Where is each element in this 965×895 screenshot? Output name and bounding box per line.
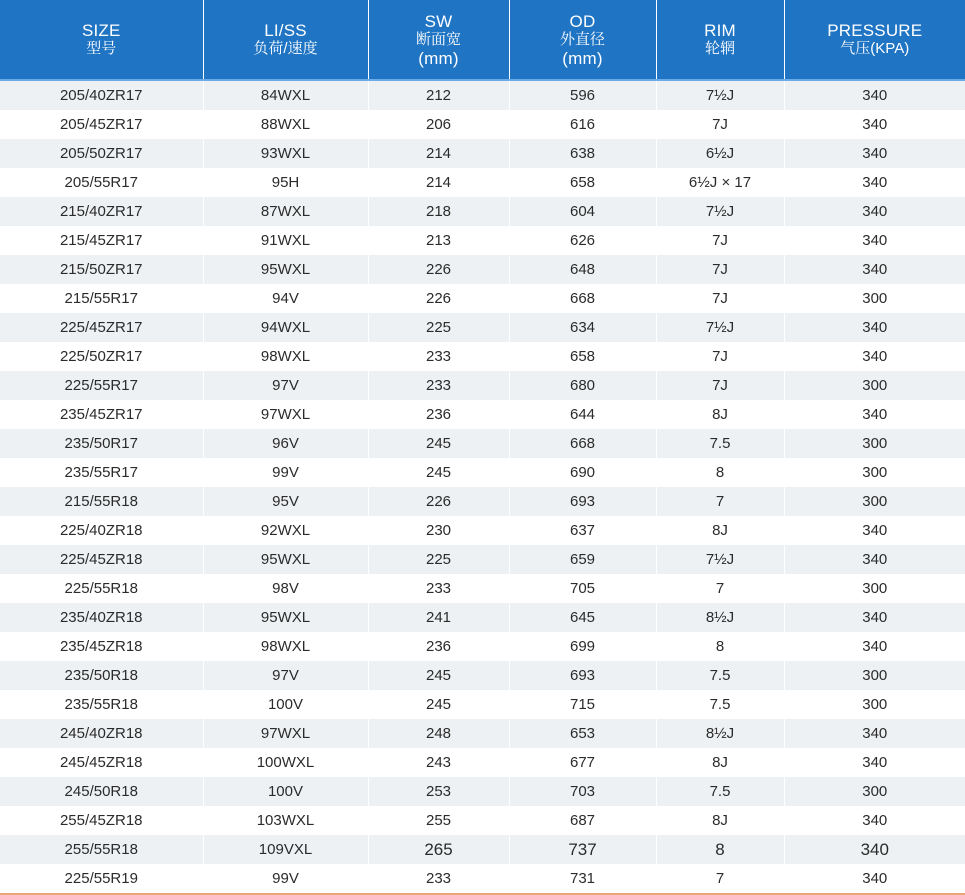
section-width-cell: 233 xyxy=(368,371,509,400)
load-speed-cell: 100V xyxy=(203,777,368,806)
table-row xyxy=(0,835,965,864)
table-row xyxy=(0,516,965,545)
rim-cell: 7J xyxy=(656,255,784,284)
size-cell: 225/40ZR18 xyxy=(0,516,203,545)
size-cell: 205/40ZR17 xyxy=(0,80,203,110)
outer-diameter-cell: 658 xyxy=(509,168,656,197)
load-speed-cell: 95WXL xyxy=(203,255,368,284)
rim-cell: 8J xyxy=(656,516,784,545)
table-row xyxy=(0,719,965,748)
size-cell: 235/50R18 xyxy=(0,661,203,690)
outer-diameter-cell: 668 xyxy=(509,284,656,313)
size-cell: 235/40ZR18 xyxy=(0,603,203,632)
pressure-cell: 300 xyxy=(784,690,965,719)
pressure-cell: 340 xyxy=(784,835,965,864)
pressure-cell: 340 xyxy=(784,80,965,110)
load-speed-cell: 99V xyxy=(203,864,368,894)
column-header-label-cn: 负荷/速度 xyxy=(204,40,368,58)
size-cell: 215/50ZR17 xyxy=(0,255,203,284)
section-width-cell: 233 xyxy=(368,574,509,603)
column-header-pressure xyxy=(784,0,965,80)
section-width-cell: 212 xyxy=(368,80,509,110)
load-speed-cell: 87WXL xyxy=(203,197,368,226)
section-width-cell: 265 xyxy=(368,835,509,864)
size-cell: 255/55R18 xyxy=(0,835,203,864)
load-speed-cell: 97V xyxy=(203,661,368,690)
outer-diameter-cell: 653 xyxy=(509,719,656,748)
section-width-cell: 206 xyxy=(368,110,509,139)
size-cell: 215/55R17 xyxy=(0,284,203,313)
table-row xyxy=(0,690,965,719)
outer-diameter-cell: 659 xyxy=(509,545,656,574)
outer-diameter-cell: 596 xyxy=(509,80,656,110)
rim-cell: 6½J xyxy=(656,139,784,168)
table-row xyxy=(0,168,965,197)
rim-cell: 8½J xyxy=(656,603,784,632)
size-cell: 215/45ZR17 xyxy=(0,226,203,255)
load-speed-cell: 91WXL xyxy=(203,226,368,255)
table-row xyxy=(0,139,965,168)
pressure-cell: 340 xyxy=(784,516,965,545)
rim-cell: 7½J xyxy=(656,545,784,574)
rim-cell: 7 xyxy=(656,574,784,603)
section-width-cell: 245 xyxy=(368,661,509,690)
load-speed-cell: 95H xyxy=(203,168,368,197)
pressure-cell: 300 xyxy=(784,661,965,690)
outer-diameter-cell: 693 xyxy=(509,661,656,690)
pressure-cell: 340 xyxy=(784,110,965,139)
column-header-rim xyxy=(656,0,784,80)
size-cell: 205/55R17 xyxy=(0,168,203,197)
table-row xyxy=(0,777,965,806)
rim-cell: 8 xyxy=(656,458,784,487)
size-cell: 215/40ZR17 xyxy=(0,197,203,226)
table-row xyxy=(0,458,965,487)
rim-cell: 8J xyxy=(656,748,784,777)
column-header-label-cn: 气压(KPA) xyxy=(785,40,965,58)
section-width-cell: 214 xyxy=(368,139,509,168)
section-width-cell: 236 xyxy=(368,400,509,429)
size-cell: 225/45ZR18 xyxy=(0,545,203,574)
load-speed-cell: 97V xyxy=(203,371,368,400)
section-width-cell: 245 xyxy=(368,429,509,458)
outer-diameter-cell: 644 xyxy=(509,400,656,429)
size-cell: 245/45ZR18 xyxy=(0,748,203,777)
rim-cell: 7.5 xyxy=(656,777,784,806)
pressure-cell: 300 xyxy=(784,487,965,516)
outer-diameter-cell: 680 xyxy=(509,371,656,400)
table-row xyxy=(0,806,965,835)
pressure-cell: 300 xyxy=(784,458,965,487)
column-header-section-width xyxy=(368,0,509,80)
table-row xyxy=(0,400,965,429)
pressure-cell: 340 xyxy=(784,748,965,777)
outer-diameter-cell: 677 xyxy=(509,748,656,777)
outer-diameter-cell: 703 xyxy=(509,777,656,806)
load-speed-cell: 109VXL xyxy=(203,835,368,864)
size-cell: 215/55R18 xyxy=(0,487,203,516)
rim-cell: 7½J xyxy=(656,313,784,342)
column-header-outer-diameter xyxy=(509,0,656,80)
rim-cell: 7½J xyxy=(656,80,784,110)
outer-diameter-cell: 634 xyxy=(509,313,656,342)
outer-diameter-cell: 645 xyxy=(509,603,656,632)
size-cell: 225/55R19 xyxy=(0,864,203,894)
outer-diameter-cell: 637 xyxy=(509,516,656,545)
section-width-cell: 218 xyxy=(368,197,509,226)
table-row xyxy=(0,748,965,777)
size-cell: 205/50ZR17 xyxy=(0,139,203,168)
size-cell: 235/50R17 xyxy=(0,429,203,458)
outer-diameter-cell: 731 xyxy=(509,864,656,894)
section-width-cell: 245 xyxy=(368,690,509,719)
rim-cell: 6½J × 17 xyxy=(656,168,784,197)
load-speed-cell: 98WXL xyxy=(203,342,368,371)
outer-diameter-cell: 668 xyxy=(509,429,656,458)
pressure-cell: 340 xyxy=(784,226,965,255)
pressure-cell: 300 xyxy=(784,284,965,313)
table-row xyxy=(0,661,965,690)
table-header xyxy=(0,0,965,80)
section-width-cell: 243 xyxy=(368,748,509,777)
section-width-cell: 225 xyxy=(368,313,509,342)
load-speed-cell: 99V xyxy=(203,458,368,487)
column-header-label: PRESSURE xyxy=(785,21,965,40)
table-row xyxy=(0,110,965,139)
load-speed-cell: 100V xyxy=(203,690,368,719)
pressure-cell: 300 xyxy=(784,371,965,400)
pressure-cell: 340 xyxy=(784,603,965,632)
size-cell: 225/45ZR17 xyxy=(0,313,203,342)
section-width-cell: 245 xyxy=(368,458,509,487)
column-header-unit: (mm) xyxy=(369,49,509,68)
column-header-label-cn: 型号 xyxy=(0,40,203,58)
rim-cell: 7J xyxy=(656,371,784,400)
size-cell: 245/40ZR18 xyxy=(0,719,203,748)
size-cell: 235/45ZR17 xyxy=(0,400,203,429)
section-width-cell: 253 xyxy=(368,777,509,806)
table-row xyxy=(0,864,965,894)
size-cell: 225/55R18 xyxy=(0,574,203,603)
section-width-cell: 226 xyxy=(368,255,509,284)
size-cell: 245/50R18 xyxy=(0,777,203,806)
section-width-cell: 233 xyxy=(368,864,509,894)
table-row xyxy=(0,574,965,603)
column-header-load-speed xyxy=(203,0,368,80)
section-width-cell: 233 xyxy=(368,342,509,371)
rim-cell: 7 xyxy=(656,487,784,516)
table-row xyxy=(0,487,965,516)
header-row xyxy=(0,0,965,80)
table-row xyxy=(0,313,965,342)
size-cell: 235/55R17 xyxy=(0,458,203,487)
column-header-label-cn: 断面宽 xyxy=(369,31,509,49)
pressure-cell: 340 xyxy=(784,719,965,748)
table-row xyxy=(0,632,965,661)
load-speed-cell: 97WXL xyxy=(203,400,368,429)
rim-cell: 8J xyxy=(656,806,784,835)
table-row xyxy=(0,342,965,371)
outer-diameter-cell: 699 xyxy=(509,632,656,661)
pressure-cell: 340 xyxy=(784,806,965,835)
table-row xyxy=(0,284,965,313)
rim-cell: 7.5 xyxy=(656,661,784,690)
size-cell: 235/55R18 xyxy=(0,690,203,719)
pressure-cell: 340 xyxy=(784,197,965,226)
outer-diameter-cell: 693 xyxy=(509,487,656,516)
table-row xyxy=(0,226,965,255)
load-speed-cell: 95WXL xyxy=(203,545,368,574)
pressure-cell: 340 xyxy=(784,313,965,342)
section-width-cell: 226 xyxy=(368,487,509,516)
section-width-cell: 248 xyxy=(368,719,509,748)
section-width-cell: 241 xyxy=(368,603,509,632)
pressure-cell: 340 xyxy=(784,400,965,429)
table-row xyxy=(0,429,965,458)
size-cell: 225/50ZR17 xyxy=(0,342,203,371)
section-width-cell: 225 xyxy=(368,545,509,574)
pressure-cell: 340 xyxy=(784,168,965,197)
column-header-label: SIZE xyxy=(0,21,203,40)
pressure-cell: 340 xyxy=(784,545,965,574)
load-speed-cell: 103WXL xyxy=(203,806,368,835)
pressure-cell: 300 xyxy=(784,777,965,806)
rim-cell: 7.5 xyxy=(656,429,784,458)
load-speed-cell: 100WXL xyxy=(203,748,368,777)
rim-cell: 7J xyxy=(656,342,784,371)
column-header-size xyxy=(0,0,203,80)
rim-cell: 7J xyxy=(656,226,784,255)
table-row xyxy=(0,80,965,110)
section-width-cell: 236 xyxy=(368,632,509,661)
rim-cell: 8 xyxy=(656,632,784,661)
pressure-cell: 300 xyxy=(784,574,965,603)
section-width-cell: 226 xyxy=(368,284,509,313)
table-row xyxy=(0,197,965,226)
column-header-label: RIM xyxy=(657,21,784,40)
table-row xyxy=(0,603,965,632)
outer-diameter-cell: 658 xyxy=(509,342,656,371)
outer-diameter-cell: 690 xyxy=(509,458,656,487)
outer-diameter-cell: 705 xyxy=(509,574,656,603)
outer-diameter-cell: 626 xyxy=(509,226,656,255)
load-speed-cell: 93WXL xyxy=(203,139,368,168)
table-row xyxy=(0,545,965,574)
pressure-cell: 340 xyxy=(784,864,965,894)
rim-cell: 8J xyxy=(656,400,784,429)
rim-cell: 7 xyxy=(656,864,784,894)
outer-diameter-cell: 737 xyxy=(509,835,656,864)
size-cell: 255/45ZR18 xyxy=(0,806,203,835)
load-speed-cell: 88WXL xyxy=(203,110,368,139)
load-speed-cell: 97WXL xyxy=(203,719,368,748)
rim-cell: 7J xyxy=(656,284,784,313)
outer-diameter-cell: 616 xyxy=(509,110,656,139)
column-header-label: OD xyxy=(510,12,656,31)
outer-diameter-cell: 638 xyxy=(509,139,656,168)
outer-diameter-cell: 604 xyxy=(509,197,656,226)
rim-cell: 7J xyxy=(656,110,784,139)
size-cell: 225/55R17 xyxy=(0,371,203,400)
pressure-cell: 340 xyxy=(784,632,965,661)
load-speed-cell: 84WXL xyxy=(203,80,368,110)
pressure-cell: 340 xyxy=(784,342,965,371)
table-row xyxy=(0,255,965,284)
load-speed-cell: 94V xyxy=(203,284,368,313)
section-width-cell: 214 xyxy=(368,168,509,197)
pressure-cell: 340 xyxy=(784,139,965,168)
rim-cell: 7.5 xyxy=(656,690,784,719)
section-width-cell: 213 xyxy=(368,226,509,255)
column-header-label: LI/SS xyxy=(204,21,368,40)
load-speed-cell: 92WXL xyxy=(203,516,368,545)
rim-cell: 8½J xyxy=(656,719,784,748)
load-speed-cell: 95V xyxy=(203,487,368,516)
pressure-cell: 300 xyxy=(784,429,965,458)
table-row xyxy=(0,371,965,400)
section-width-cell: 255 xyxy=(368,806,509,835)
column-header-label-cn: 外直径 xyxy=(510,31,656,49)
outer-diameter-cell: 648 xyxy=(509,255,656,284)
rim-cell: 7½J xyxy=(656,197,784,226)
load-speed-cell: 94WXL xyxy=(203,313,368,342)
column-header-label: SW xyxy=(369,12,509,31)
section-width-cell: 230 xyxy=(368,516,509,545)
load-speed-cell: 95WXL xyxy=(203,603,368,632)
size-cell: 205/45ZR17 xyxy=(0,110,203,139)
outer-diameter-cell: 687 xyxy=(509,806,656,835)
load-speed-cell: 98WXL xyxy=(203,632,368,661)
rim-cell: 8 xyxy=(656,835,784,864)
outer-diameter-cell: 715 xyxy=(509,690,656,719)
column-header-unit: (mm) xyxy=(510,49,656,68)
column-header-label-cn: 轮辋 xyxy=(657,40,784,58)
table-body xyxy=(0,80,965,894)
size-cell: 235/45ZR18 xyxy=(0,632,203,661)
pressure-cell: 340 xyxy=(784,255,965,284)
load-speed-cell: 98V xyxy=(203,574,368,603)
load-speed-cell: 96V xyxy=(203,429,368,458)
